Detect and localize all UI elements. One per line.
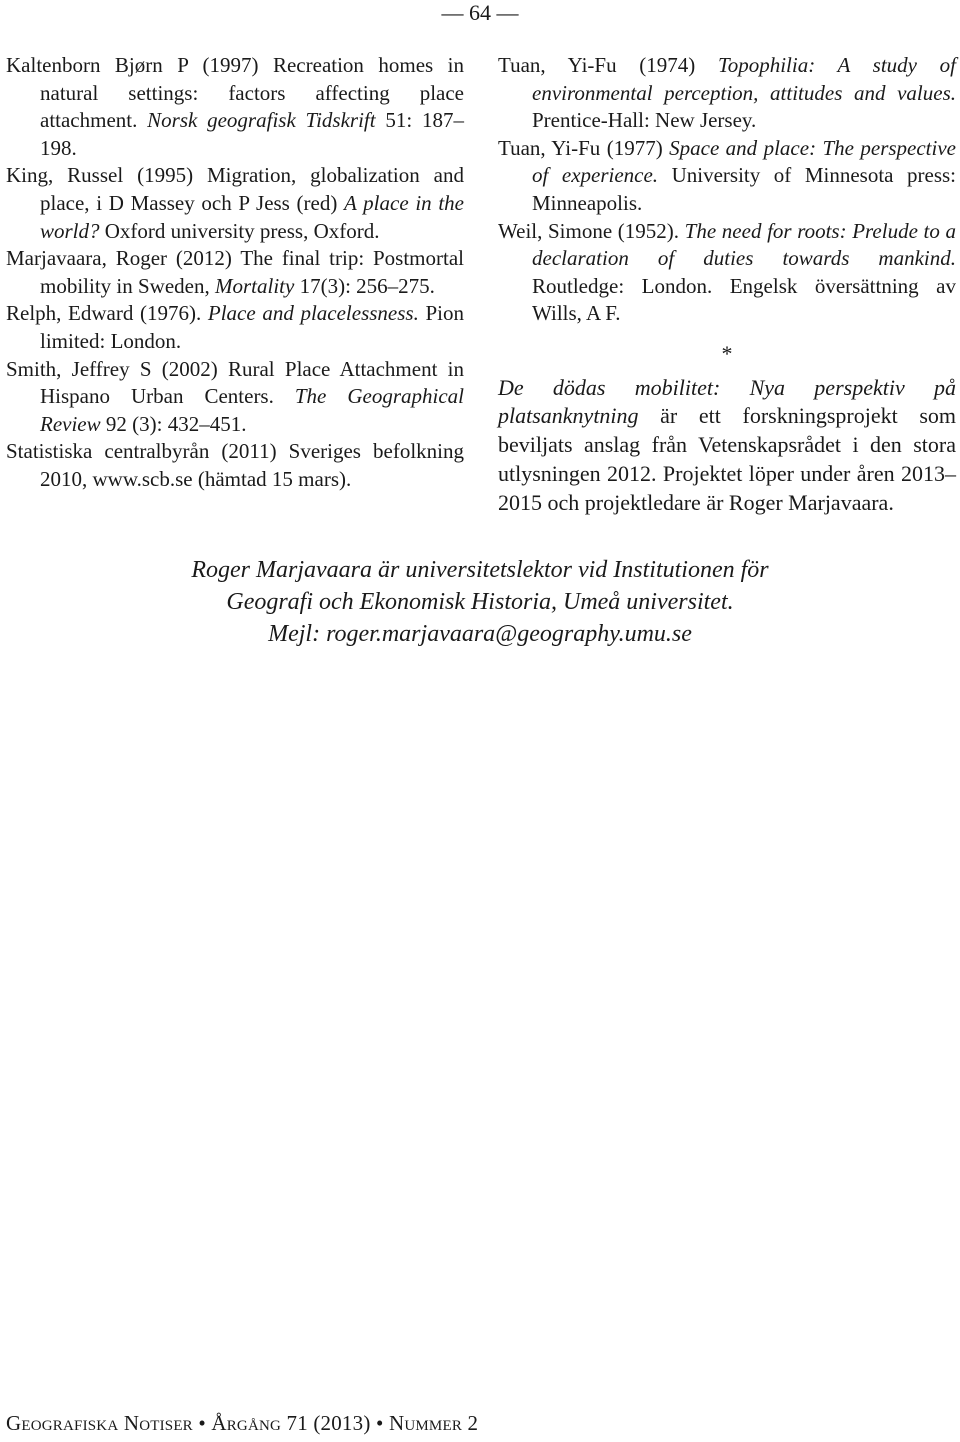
- reference-text: Oxford university press, Oxford.: [99, 218, 380, 243]
- page-number: — 64 —: [441, 0, 519, 25]
- author-note-line: Roger Marjavaara är universitetslektor vid Institutionen för: [191, 557, 769, 583]
- reference-item: [6, 438, 464, 493]
- reference-text: Kaltenborn Bjørn P (1997) Recreation homes in natural settings: factors affecting place attachment.: [6, 53, 464, 133]
- author-email: Mejl: roger.marjavaara@geography.umu.se: [268, 621, 692, 647]
- reference-text: Tuan, Yi-Fu (1977): [498, 135, 670, 160]
- references-right-column: [498, 52, 956, 518]
- reference-title: Norsk geografisk Tidskrift: [147, 108, 376, 133]
- journal-footer: Geografiska Notiser • Årgång 71 (2013) • Nummer 2: [6, 1411, 479, 1435]
- section-separator: *: [721, 340, 733, 366]
- author-note: [120, 554, 840, 650]
- reference-item: [6, 52, 464, 162]
- reference-title: Place and placelessness.: [207, 301, 419, 326]
- reference-text: 92 (3): 432–451.: [100, 411, 247, 436]
- reference-title: Topophilia: A study of environmental perception, attitudes and values.: [532, 53, 956, 105]
- reference-item: [6, 356, 464, 439]
- project-description: [498, 374, 956, 518]
- reference-text: Pion limited: London.: [40, 301, 464, 353]
- reference-text: Statistiska centralbyrån (2011) Sveriges befolkning 2010, www.scb.se (hämtad 15 mars).: [6, 439, 464, 491]
- reference-text: Smith, Jeffrey S (2002) Rural Place Attachment in Hispano Urban Centers.: [6, 356, 464, 409]
- reference-title: Mortality: [215, 273, 295, 298]
- reference-text: Weil, Simone (1952).: [498, 218, 685, 243]
- reference-text: Prentice-Hall: New Jersey.: [532, 108, 757, 133]
- reference-text: Routledge: London. Engelsk översättning av Wills, A F.: [532, 273, 956, 326]
- reference-text: Tuan, Yi-Fu (1974): [498, 53, 718, 77]
- reference-item: [498, 135, 956, 218]
- reference-text: 17(3): 256–275.: [294, 273, 435, 298]
- reference-text: 51: 187–198.: [40, 108, 464, 160]
- reference-item: [6, 300, 464, 355]
- project-text: är ett forskningsprojekt som beviljats anslag från Vetenskapsrådet i den stora utlysningen 2012. Projektet löper under åren 2013–2015 och projektledare är Roger Marjavaara.: [498, 403, 956, 515]
- reference-title: The need for roots: Prelude to a declaration of duties towards mankind.: [532, 218, 956, 271]
- reference-item: [498, 218, 956, 328]
- reference-title: A place in the world?: [40, 190, 464, 243]
- reference-title: The Geographical Review: [40, 384, 464, 436]
- reference-item: [6, 245, 464, 300]
- project-title: De dödas mobilitet: Nya perspektiv på platsanknytning: [498, 374, 956, 429]
- reference-text: King, Russel (1995) Migration, globalization and place, i D Massey och P Jess (red): [6, 163, 464, 215]
- reference-item: [6, 162, 464, 245]
- reference-title: Space and place: The perspective of experience.: [532, 135, 956, 188]
- reference-item: [498, 52, 956, 135]
- reference-text: University of Minnesota press: Minneapolis.: [532, 163, 956, 215]
- references-left-column: [6, 52, 464, 494]
- author-note-line: Geografi och Ekonomisk Historia, Umeå universitet.: [226, 589, 734, 615]
- reference-text: Relph, Edward (1976).: [6, 301, 208, 326]
- reference-text: Marjavaara, Roger (2012) The final trip: Postmortal mobility in Sweden,: [6, 246, 464, 298]
